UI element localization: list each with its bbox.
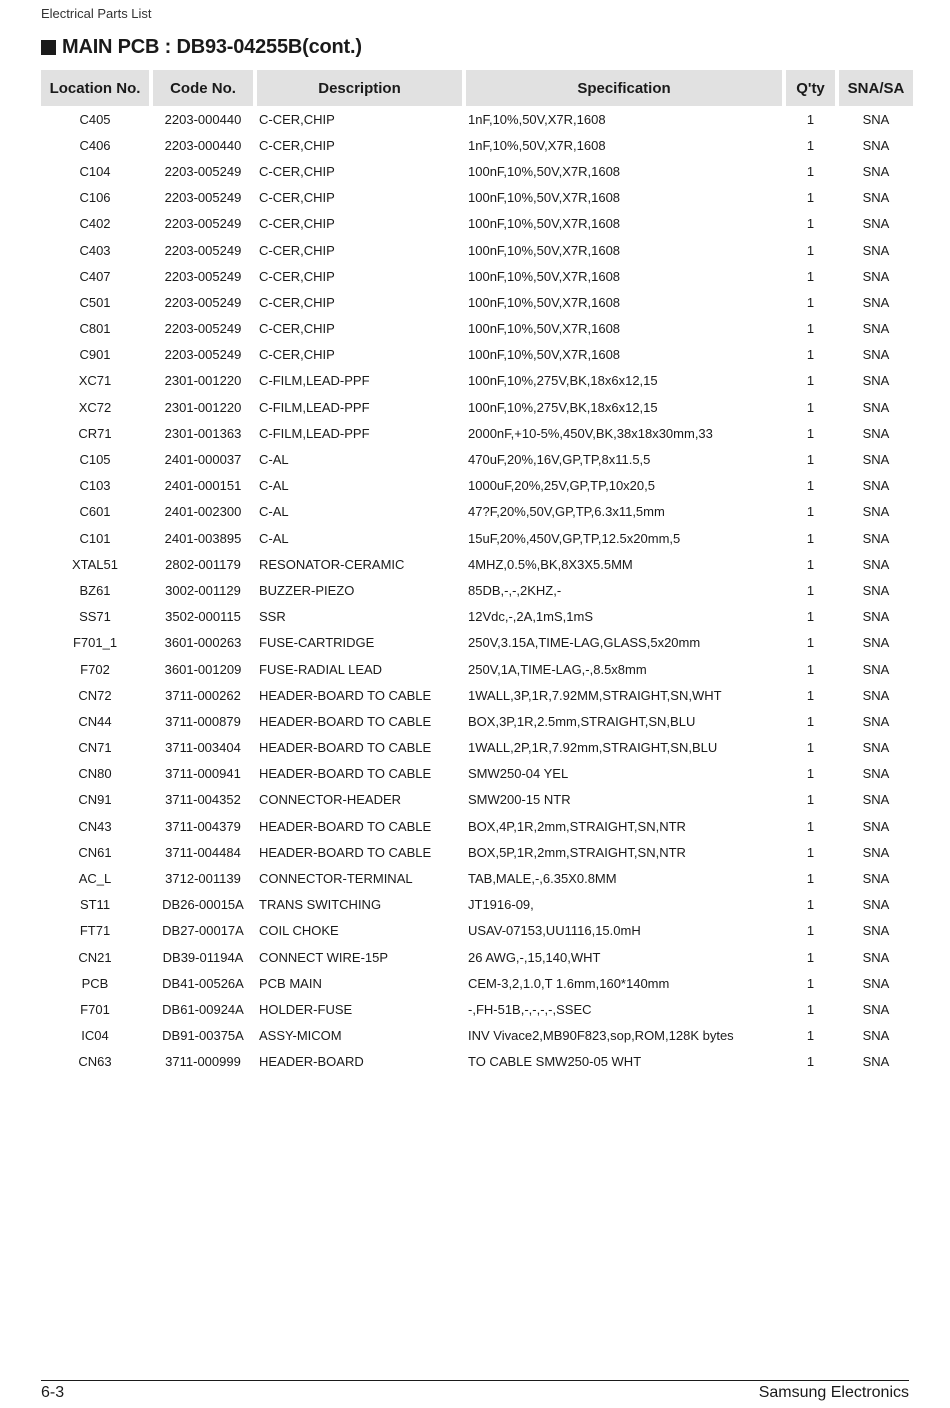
sna-cell: SNA (862, 294, 890, 310)
qty-cell: 1 (806, 399, 815, 415)
specification-cell: 100nF,10%,275V,BK,18x6x12,15 (468, 399, 658, 415)
table-row (41, 996, 913, 1022)
qty-cell: 1 (806, 478, 815, 494)
table-row (41, 289, 913, 315)
sna-cell: SNA (862, 949, 890, 965)
sna-cell: SNA (862, 1028, 890, 1044)
sna-cell: SNA (862, 137, 890, 153)
qty-cell: 1 (806, 242, 815, 258)
qty-cell: 1 (806, 871, 815, 887)
table-row (41, 787, 913, 813)
table-row (41, 473, 913, 499)
location-cell: IC04 (81, 1028, 109, 1044)
description-cell: C-AL (259, 452, 289, 468)
location-cell: CN80 (78, 766, 112, 782)
table-row (41, 342, 913, 368)
column-header-description: Description (257, 70, 462, 106)
specification-cell: 1000uF,20%,25V,GP,TP,10x20,5 (468, 478, 655, 494)
qty-cell: 1 (806, 190, 815, 206)
code-cell: 2203-000440 (164, 137, 242, 153)
description-cell: C-AL (259, 478, 289, 494)
sna-cell: SNA (862, 399, 890, 415)
location-cell: CN63 (78, 1054, 112, 1070)
sna-cell: SNA (862, 635, 890, 651)
location-cell: C601 (79, 504, 111, 520)
code-cell: 3711-000879 (165, 713, 241, 729)
description-cell: HEADER-BOARD TO CABLE (259, 818, 432, 834)
location-cell: C104 (79, 163, 111, 179)
specification-cell: 100nF,10%,50V,X7R,1608 (468, 190, 621, 206)
sna-cell: SNA (862, 190, 890, 206)
footer-divider (41, 1380, 909, 1381)
description-cell: RESONATOR-CERAMIC (259, 556, 405, 572)
location-cell: XTAL51 (71, 556, 118, 572)
location-cell: CR71 (78, 425, 112, 441)
location-cell: CN72 (78, 687, 112, 703)
qty-cell: 1 (806, 923, 815, 939)
sna-cell: SNA (862, 1054, 890, 1070)
code-cell: 2802-001179 (165, 556, 241, 572)
location-cell: CN71 (78, 740, 112, 756)
code-cell: 2203-005249 (164, 268, 242, 284)
location-cell: C406 (79, 137, 111, 153)
description-cell: C-FILM,LEAD-PPF (259, 399, 370, 415)
description-cell: CONNECT WIRE-15P (259, 949, 389, 965)
specification-cell: INV Vivace2,MB90F823,sop,ROM,128K bytes (468, 1028, 734, 1044)
table-header-row (41, 70, 913, 106)
table-row (41, 918, 913, 944)
qty-cell: 1 (806, 713, 815, 729)
specification-cell: 1nF,10%,50V,X7R,1608 (468, 137, 606, 153)
specification-cell: 100nF,10%,50V,X7R,1608 (468, 321, 621, 337)
description-cell: C-CER,CHIP (259, 137, 335, 153)
code-cell: DB26-00015A (162, 897, 244, 913)
description-cell: COIL CHOKE (259, 923, 339, 939)
location-cell: C402 (79, 216, 111, 232)
sna-cell: SNA (862, 556, 890, 572)
specification-cell: JT1916-09, (468, 897, 534, 913)
description-cell: HEADER-BOARD TO CABLE (259, 687, 432, 703)
specification-cell: 250V,3.15A,TIME-LAG,GLASS,5x20mm (468, 635, 701, 651)
table-row (41, 420, 913, 446)
specification-cell: 2000nF,+10-5%,450V,BK,38x18x30mm,33 (468, 425, 713, 441)
sna-cell: SNA (862, 923, 890, 939)
table-row (41, 263, 913, 289)
description-cell: HEADER-BOARD TO CABLE (259, 740, 432, 756)
code-cell: DB39-01194A (162, 949, 244, 965)
description-cell: CONNECTOR-TERMINAL (259, 871, 413, 887)
qty-cell: 1 (806, 556, 815, 572)
qty-cell: 1 (806, 373, 815, 389)
table-row (41, 630, 913, 656)
description-cell: C-FILM,LEAD-PPF (259, 373, 370, 389)
table-row (41, 577, 913, 603)
table-row (41, 839, 913, 865)
sna-cell: SNA (862, 373, 890, 389)
location-cell: CN91 (78, 792, 112, 808)
parts-table-body (41, 106, 913, 1075)
qty-cell: 1 (806, 163, 815, 179)
description-cell: SSR (259, 609, 286, 625)
sna-cell: SNA (862, 740, 890, 756)
table-row (41, 813, 913, 839)
qty-cell: 1 (806, 216, 815, 232)
table-row (41, 865, 913, 891)
sna-cell: SNA (862, 818, 890, 834)
specification-cell: SMW250-04 YEL (468, 766, 569, 782)
code-cell: 2203-005249 (164, 321, 242, 337)
code-cell: 3711-000262 (165, 687, 241, 703)
qty-cell: 1 (806, 268, 815, 284)
description-cell: TRANS SWITCHING (259, 897, 382, 913)
qty-cell: 1 (806, 687, 815, 703)
location-cell: FT71 (79, 923, 111, 939)
table-row (41, 158, 913, 184)
qty-cell: 1 (806, 425, 815, 441)
specification-cell: 100nF,10%,275V,BK,18x6x12,15 (468, 373, 658, 389)
code-cell: 3711-004352 (165, 792, 241, 808)
code-cell: 3002-001129 (165, 582, 241, 598)
sna-cell: SNA (862, 844, 890, 860)
qty-cell: 1 (806, 111, 815, 127)
qty-cell: 1 (806, 1054, 815, 1070)
specification-cell: 100nF,10%,50V,X7R,1608 (468, 294, 621, 310)
table-row (41, 892, 913, 918)
specification-cell: BOX,5P,1R,2mm,STRAIGHT,SN,NTR (468, 844, 686, 860)
qty-cell: 1 (806, 1001, 815, 1017)
code-cell: 2203-000440 (164, 111, 242, 127)
specification-cell: TO CABLE SMW250-05 WHT (468, 1054, 642, 1070)
sna-cell: SNA (862, 661, 890, 677)
description-cell: C-FILM,LEAD-PPF (259, 425, 370, 441)
description-cell: C-CER,CHIP (259, 190, 335, 206)
location-cell: F702 (80, 661, 110, 677)
sna-cell: SNA (862, 713, 890, 729)
specification-cell: 470uF,20%,16V,GP,TP,8x11.5,5 (468, 452, 651, 468)
qty-cell: 1 (806, 137, 815, 153)
code-cell: 3601-000263 (164, 635, 242, 651)
code-cell: 2203-005249 (164, 347, 242, 363)
qty-cell: 1 (806, 844, 815, 860)
code-cell: 3711-004484 (165, 844, 241, 860)
qty-cell: 1 (806, 582, 815, 598)
specification-cell: 100nF,10%,50V,X7R,1608 (468, 347, 621, 363)
code-cell: 2301-001220 (164, 373, 242, 389)
code-cell: 2203-005249 (164, 242, 242, 258)
location-cell: CN43 (78, 818, 112, 834)
code-cell: 3601-001209 (164, 661, 242, 677)
code-cell: 3502-000115 (165, 609, 241, 625)
location-cell: C901 (79, 347, 111, 363)
sna-cell: SNA (862, 766, 890, 782)
table-row (41, 185, 913, 211)
description-cell: C-CER,CHIP (259, 268, 335, 284)
location-cell: PCB (81, 975, 109, 991)
table-row (41, 656, 913, 682)
location-cell: F701_1 (72, 635, 118, 651)
sna-cell: SNA (862, 425, 890, 441)
column-header-qty: Q'ty (786, 70, 835, 106)
qty-cell: 1 (806, 975, 815, 991)
sna-cell: SNA (862, 871, 890, 887)
description-cell: C-AL (259, 530, 289, 546)
table-row (41, 446, 913, 472)
code-cell: DB41-00526A (162, 975, 244, 991)
description-cell: HEADER-BOARD (259, 1054, 364, 1070)
description-cell: C-CER,CHIP (259, 294, 335, 310)
location-cell: C103 (79, 478, 111, 494)
description-cell: C-CER,CHIP (259, 111, 335, 127)
table-row (41, 316, 913, 342)
specification-cell: 26 AWG,-,15,140,WHT (468, 949, 601, 965)
specification-cell: 100nF,10%,50V,X7R,1608 (468, 242, 621, 258)
qty-cell: 1 (806, 1028, 815, 1044)
running-header: Electrical Parts List (41, 6, 152, 21)
code-cell: 2401-003895 (164, 530, 242, 546)
code-cell: 2301-001220 (164, 399, 242, 415)
table-row (41, 499, 913, 525)
table-row (41, 682, 913, 708)
qty-cell: 1 (806, 792, 815, 808)
code-cell: 2401-000151 (164, 478, 242, 494)
specification-cell: 100nF,10%,50V,X7R,1608 (468, 163, 621, 179)
qty-cell: 1 (806, 818, 815, 834)
specification-cell: SMW200-15 NTR (468, 792, 571, 808)
table-row (41, 525, 913, 551)
location-cell: ST11 (79, 897, 111, 913)
table-row (41, 761, 913, 787)
code-cell: 2401-002300 (164, 504, 242, 520)
location-cell: BZ61 (79, 582, 111, 598)
sna-cell: SNA (862, 216, 890, 232)
code-cell: 2401-000037 (164, 452, 242, 468)
code-cell: 2203-005249 (164, 190, 242, 206)
code-cell: 3711-000999 (165, 1054, 241, 1070)
sna-cell: SNA (862, 582, 890, 598)
table-row (41, 132, 913, 158)
specification-cell: 1WALL,3P,1R,7.92MM,STRAIGHT,SN,WHT (468, 687, 722, 703)
code-cell: 2203-005249 (164, 216, 242, 232)
qty-cell: 1 (806, 347, 815, 363)
qty-cell: 1 (806, 530, 815, 546)
location-cell: XC71 (78, 373, 112, 389)
specification-cell: 15uF,20%,450V,GP,TP,12.5x20mm,5 (468, 530, 681, 546)
sna-cell: SNA (862, 1001, 890, 1017)
table-row (41, 735, 913, 761)
qty-cell: 1 (806, 609, 815, 625)
code-cell: 3712-001139 (165, 871, 241, 887)
sna-cell: SNA (862, 268, 890, 284)
qty-cell: 1 (806, 661, 815, 677)
location-cell: C106 (79, 190, 111, 206)
table-row (41, 604, 913, 630)
sna-cell: SNA (862, 530, 890, 546)
code-cell: DB27-00017A (162, 923, 244, 939)
sna-cell: SNA (862, 975, 890, 991)
table-row (41, 708, 913, 734)
code-cell: 3711-003404 (165, 740, 241, 756)
description-cell: HOLDER-FUSE (259, 1001, 353, 1017)
specification-cell: 100nF,10%,50V,X7R,1608 (468, 268, 621, 284)
column-header-code: Code No. (153, 70, 253, 106)
table-row (41, 1049, 913, 1075)
description-cell: C-CER,CHIP (259, 216, 335, 232)
specification-cell: USAV-07153,UU1116,15.0mH (468, 923, 641, 939)
description-cell: FUSE-RADIAL LEAD (259, 661, 383, 677)
sna-cell: SNA (862, 321, 890, 337)
location-cell: C801 (79, 321, 111, 337)
column-header-specification: Specification (466, 70, 782, 106)
specification-cell: 1WALL,2P,1R,7.92mm,STRAIGHT,SN,BLU (468, 740, 718, 756)
section-title (41, 36, 362, 59)
table-row (41, 211, 913, 237)
table-row (41, 237, 913, 263)
description-cell: FUSE-CARTRIDGE (259, 635, 375, 651)
location-cell: CN61 (78, 844, 112, 860)
column-header-location: Location No. (41, 70, 149, 106)
qty-cell: 1 (806, 321, 815, 337)
code-cell: 3711-004379 (165, 818, 241, 834)
location-cell: CN21 (78, 949, 112, 965)
table-row (41, 551, 913, 577)
description-cell: C-CER,CHIP (259, 347, 335, 363)
description-cell: HEADER-BOARD TO CABLE (259, 844, 432, 860)
location-cell: C105 (79, 452, 111, 468)
table-row (41, 944, 913, 970)
specification-cell: -,FH-51B,-,-,-,-,SSEC (468, 1001, 592, 1017)
qty-cell: 1 (806, 504, 815, 520)
specification-cell: 47?F,20%,50V,GP,TP,6.3x11,5mm (468, 504, 665, 520)
specification-cell: CEM-3,2,1.0,T 1.6mm,160*140mm (468, 975, 670, 991)
table-row (41, 970, 913, 996)
specification-cell: 250V,1A,TIME-LAG,-,8.5x8mm (468, 661, 647, 677)
table-row (41, 394, 913, 420)
location-cell: C405 (79, 111, 111, 127)
column-header-sna-sa: SNA/SA (839, 70, 913, 106)
specification-cell: 1nF,10%,50V,X7R,1608 (468, 111, 606, 127)
code-cell: DB91-00375A (162, 1028, 244, 1044)
specification-cell: 85DB,-,-,2KHZ,- (468, 582, 562, 598)
location-cell: C403 (79, 242, 111, 258)
sna-cell: SNA (862, 609, 890, 625)
description-cell: ASSY-MICOM (259, 1028, 342, 1044)
location-cell: CN44 (78, 713, 112, 729)
qty-cell: 1 (806, 635, 815, 651)
sna-cell: SNA (862, 897, 890, 913)
code-cell: DB61-00924A (162, 1001, 244, 1017)
description-cell: PCB MAIN (259, 975, 322, 991)
specification-cell: BOX,3P,1R,2.5mm,STRAIGHT,SN,BLU (468, 713, 696, 729)
specification-cell: TAB,MALE,-,6.35X0.8MM (468, 871, 617, 887)
code-cell: 2301-001363 (164, 425, 242, 441)
sna-cell: SNA (862, 111, 890, 127)
description-cell: CONNECTOR-HEADER (259, 792, 402, 808)
section-title-text: MAIN PCB : DB93-04255B(cont.) (62, 36, 362, 58)
qty-cell: 1 (806, 294, 815, 310)
company-name: Samsung Electronics (758, 1384, 909, 1401)
description-cell: HEADER-BOARD TO CABLE (259, 713, 432, 729)
specification-cell: 4MHZ,0.5%,BK,8X3X5.5MM (468, 556, 633, 572)
page-number: 6-3 (41, 1384, 65, 1401)
location-cell: C101 (79, 530, 111, 546)
description-cell: HEADER-BOARD TO CABLE (259, 766, 432, 782)
location-cell: SS71 (79, 609, 111, 625)
sna-cell: SNA (862, 687, 890, 703)
sna-cell: SNA (862, 163, 890, 179)
sna-cell: SNA (862, 347, 890, 363)
description-cell: BUZZER-PIEZO (259, 582, 355, 598)
parts-table (37, 70, 917, 1075)
description-cell: C-AL (259, 504, 289, 520)
sna-cell: SNA (862, 452, 890, 468)
qty-cell: 1 (806, 740, 815, 756)
qty-cell: 1 (806, 897, 815, 913)
location-cell: F701 (80, 1001, 110, 1017)
description-cell: C-CER,CHIP (259, 321, 335, 337)
table-row (41, 106, 913, 132)
qty-cell: 1 (806, 766, 815, 782)
location-cell: C501 (79, 294, 111, 310)
table-row (41, 1023, 913, 1049)
sna-cell: SNA (862, 478, 890, 494)
code-cell: 2203-005249 (164, 163, 242, 179)
location-cell: C407 (79, 268, 111, 284)
specification-cell: 100nF,10%,50V,X7R,1608 (468, 216, 621, 232)
sna-cell: SNA (862, 504, 890, 520)
description-cell: C-CER,CHIP (259, 163, 335, 179)
qty-cell: 1 (806, 452, 815, 468)
qty-cell: 1 (806, 949, 815, 965)
square-bullet-icon (41, 40, 56, 55)
sna-cell: SNA (862, 242, 890, 258)
location-cell: AC_L (78, 871, 112, 887)
table-row (41, 368, 913, 394)
specification-cell: BOX,4P,1R,2mm,STRAIGHT,SN,NTR (468, 818, 686, 834)
sna-cell: SNA (862, 792, 890, 808)
specification-cell: 12Vdc,-,2A,1mS,1mS (468, 609, 593, 625)
description-cell: C-CER,CHIP (259, 242, 335, 258)
location-cell: XC72 (78, 399, 112, 415)
code-cell: 2203-005249 (164, 294, 242, 310)
code-cell: 3711-000941 (165, 766, 241, 782)
